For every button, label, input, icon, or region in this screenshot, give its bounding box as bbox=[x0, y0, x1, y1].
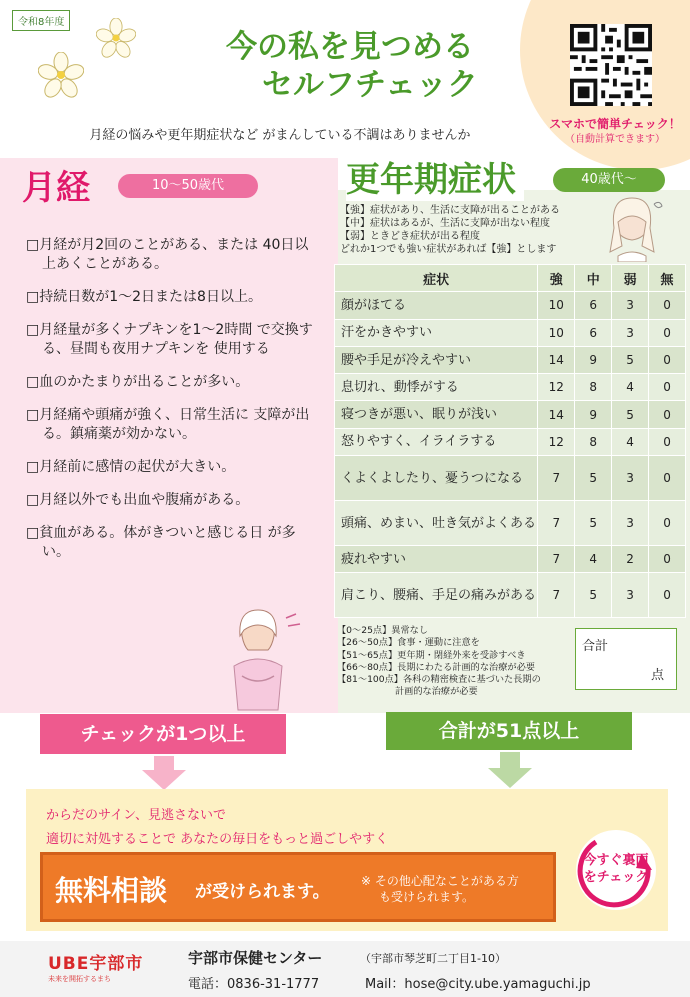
phone-number[interactable]: 電話：0836-31-1777 bbox=[188, 977, 320, 992]
score-strong[interactable]: 7 bbox=[538, 546, 575, 573]
score-medium[interactable]: 6 bbox=[575, 292, 612, 319]
table-row bbox=[335, 501, 686, 546]
table-row bbox=[335, 346, 686, 373]
score-weak[interactable]: 3 bbox=[612, 573, 649, 618]
score-strong[interactable]: 14 bbox=[538, 401, 575, 428]
table-row bbox=[335, 428, 686, 455]
symptom-name: 汗をかきやすい bbox=[335, 319, 538, 346]
center-name: 宇部市保健センター bbox=[188, 949, 323, 967]
page-title: 今の私を見つめる セルフチェック bbox=[226, 29, 479, 103]
score-weak[interactable]: 3 bbox=[612, 456, 649, 501]
score-medium[interactable]: 5 bbox=[575, 573, 612, 618]
score-strong[interactable]: 7 bbox=[538, 501, 575, 546]
symptom-name: 肩こり、腰痛、手足の痛みがある bbox=[335, 573, 538, 618]
flower-icon bbox=[96, 18, 136, 58]
total-score-box[interactable] bbox=[575, 628, 677, 690]
score-medium[interactable]: 9 bbox=[575, 401, 612, 428]
check-item[interactable]: □月経以外でも出血や腹痛がある。 bbox=[26, 492, 250, 508]
column-header: 症状 bbox=[335, 265, 538, 292]
table-row bbox=[335, 573, 686, 618]
column-header: 強 bbox=[538, 265, 575, 292]
free-consultation-sub: が受けられます。 bbox=[195, 882, 330, 902]
check-item[interactable]: □月経が月2回のことがある、または 40日以上あくことがある。 bbox=[26, 237, 309, 272]
symptom-name: 疲れやすい bbox=[335, 546, 538, 573]
score-medium[interactable]: 5 bbox=[575, 501, 612, 546]
menstruation-result-banner: チェックが1つ以上 bbox=[40, 714, 286, 754]
table-header-row bbox=[335, 265, 686, 292]
ube-logo: UBE宇部市 未来を開拓するまち bbox=[48, 954, 144, 983]
score-weak[interactable]: 5 bbox=[612, 346, 649, 373]
menopause-result-banner: 合計が51点以上 bbox=[386, 712, 632, 750]
free-consultation-title: 無料相談 bbox=[55, 874, 168, 907]
score-strong[interactable]: 12 bbox=[538, 374, 575, 401]
score-medium[interactable]: 5 bbox=[575, 456, 612, 501]
score-strong[interactable]: 14 bbox=[538, 346, 575, 373]
qr-code-icon[interactable] bbox=[570, 24, 652, 106]
table-row bbox=[335, 374, 686, 401]
table-row bbox=[335, 456, 686, 501]
score-strong[interactable]: 10 bbox=[538, 319, 575, 346]
score-weak[interactable]: 3 bbox=[612, 292, 649, 319]
menstruation-heading: 月経 bbox=[22, 168, 90, 208]
score-none[interactable]: 0 bbox=[649, 456, 686, 501]
score-medium[interactable]: 8 bbox=[575, 428, 612, 455]
score-weak[interactable]: 2 bbox=[612, 546, 649, 573]
menopause-heading: 更年期症状 bbox=[346, 152, 524, 201]
arrow-down-icon bbox=[486, 752, 534, 788]
check-item[interactable]: □月経前に感情の起伏が大きい。 bbox=[26, 459, 236, 475]
symptom-name: 頭痛、めまい、吐き気がよくある bbox=[335, 501, 538, 546]
score-weak[interactable]: 5 bbox=[612, 401, 649, 428]
woman-illustration-icon bbox=[212, 606, 304, 714]
score-none[interactable]: 0 bbox=[649, 546, 686, 573]
column-header: 中 bbox=[575, 265, 612, 292]
score-none[interactable]: 0 bbox=[649, 428, 686, 455]
advice-line: 適切に対処することで あなたの毎日をもっと過ごしやすく bbox=[46, 832, 389, 847]
column-header: 弱 bbox=[612, 265, 649, 292]
symptom-name: 腰や手足が冷えやすい bbox=[335, 346, 538, 373]
score-none[interactable]: 0 bbox=[649, 346, 686, 373]
woman-illustration-icon bbox=[598, 196, 668, 262]
flower-icon bbox=[38, 52, 84, 98]
symptom-name: 顔がほてる bbox=[335, 292, 538, 319]
score-weak[interactable]: 3 bbox=[612, 501, 649, 546]
check-item[interactable]: □血のかたまりが出ることが多い。 bbox=[26, 374, 250, 390]
score-medium[interactable]: 8 bbox=[575, 374, 612, 401]
symptom-name: 怒りやすく、イライラする bbox=[335, 428, 538, 455]
column-header: 無 bbox=[649, 265, 686, 292]
score-strong[interactable]: 7 bbox=[538, 573, 575, 618]
score-none[interactable]: 0 bbox=[649, 292, 686, 319]
check-item[interactable]: □貧血がある。体がきついと感じる日 が多い。 bbox=[26, 525, 296, 560]
center-address: （宇部市琴芝町二丁目1-10） bbox=[360, 952, 506, 965]
free-consultation-box bbox=[40, 852, 556, 922]
score-medium[interactable]: 6 bbox=[575, 319, 612, 346]
menstruation-checklist bbox=[26, 236, 316, 576]
email-address[interactable]: Mail：hose@city.ube.yamaguchi.jp bbox=[365, 977, 591, 992]
check-item[interactable]: □持続日数が1～2日または8日以上。 bbox=[26, 289, 262, 305]
score-strong[interactable]: 10 bbox=[538, 292, 575, 319]
score-strong[interactable]: 12 bbox=[538, 428, 575, 455]
other-note: ※ その他心配なことがある方 も受けられます。 bbox=[361, 874, 519, 904]
advice-line: からだのサイン、見逃さないで bbox=[46, 808, 227, 823]
score-none[interactable]: 0 bbox=[649, 573, 686, 618]
score-medium[interactable]: 4 bbox=[575, 546, 612, 573]
score-none[interactable]: 0 bbox=[649, 401, 686, 428]
score-weak[interactable]: 4 bbox=[612, 428, 649, 455]
menstruation-age-badge: 10～50歳代 bbox=[118, 174, 258, 198]
subtitle: 月経の悩みや更年期症状など がまんしている不調はありませんか bbox=[89, 128, 471, 143]
table-row bbox=[335, 546, 686, 573]
score-strong[interactable]: 7 bbox=[538, 456, 575, 501]
severity-legend: 【強】症状があり、生活に支障が出ることがある 【中】症状はあるが、生活に支障が出ない程度 【弱】ときどき症状が出る程度 どれか1つでも強い症状があれば【強】とします bbox=[340, 205, 560, 255]
symptom-name: 息切れ、動悸がする bbox=[335, 374, 538, 401]
footer bbox=[0, 941, 690, 997]
year-badge: 令和8年度 bbox=[12, 10, 70, 31]
table-row bbox=[335, 292, 686, 319]
score-guide: 【0～25点】異常なし 【26～50点】食事・運動に注意を 【51～65点】更年期・閉経外来を受診すべき 【66～80点】長期にわたる計画的な治療が必要 【81～100点】各科の精密検査に基づいた長期の 計画的な治療が必要 bbox=[337, 625, 541, 698]
total-unit: 点 bbox=[650, 668, 664, 683]
table-row bbox=[335, 401, 686, 428]
score-none[interactable]: 0 bbox=[649, 501, 686, 546]
score-none[interactable]: 0 bbox=[649, 374, 686, 401]
menopause-age-badge: 40歳代～ bbox=[553, 168, 665, 192]
arrow-down-icon bbox=[140, 756, 188, 790]
symptom-name: 寝つきが悪い、眠りが浅い bbox=[335, 401, 538, 428]
score-weak[interactable]: 4 bbox=[612, 374, 649, 401]
score-none[interactable]: 0 bbox=[649, 319, 686, 346]
qr-note: スマホで簡単チェック！ （自動計算できます） bbox=[549, 117, 681, 145]
total-label: 合計 bbox=[582, 639, 609, 654]
score-medium[interactable]: 9 bbox=[575, 346, 612, 373]
check-back-button[interactable]: 今すぐ裏面 をチェック bbox=[574, 828, 658, 912]
score-weak[interactable]: 3 bbox=[612, 319, 649, 346]
check-item[interactable]: □月経痛や頭痛が強く、日常生活に 支障が出る。鎮痛薬が効かない。 bbox=[26, 407, 310, 442]
table-row bbox=[335, 319, 686, 346]
symptom-name: くよくよしたり、憂うつになる bbox=[335, 456, 538, 501]
check-item[interactable]: □月経量が多くナプキンを1～2時間 で交換する、昼間も夜用ナプキンを 使用する bbox=[26, 322, 313, 357]
symptom-table bbox=[334, 264, 686, 618]
